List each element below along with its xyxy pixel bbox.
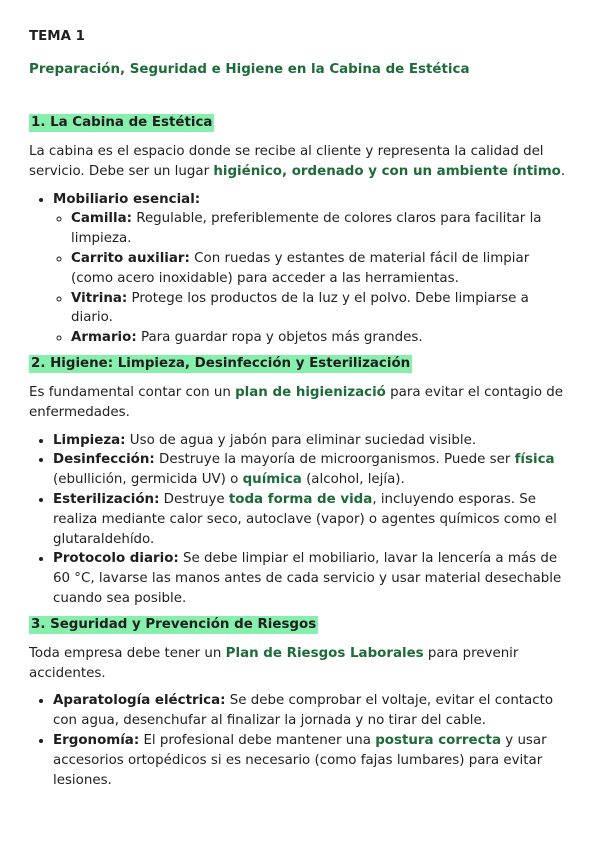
section-1-heading-text: 1. La Cabina de Estética bbox=[31, 115, 213, 130]
section-2-intro-text-b: para evitar el contagio de enfermedades. bbox=[29, 384, 564, 420]
section-3-list bbox=[29, 691, 570, 790]
desinfeccion-text-b: (ebullición, germicida UV) o bbox=[53, 472, 243, 488]
esterilizacion-label: Esterilización: bbox=[53, 491, 160, 507]
aparatologia-text: Se debe comprobar el voltaje, evitar el contacto con agua, desenchufar al finalizar la jornada y no tirar del cable. bbox=[53, 693, 554, 729]
section-3-heading-text: 3. Seguridad y Prevención de Riesgos bbox=[31, 616, 317, 632]
section-2-heading bbox=[29, 354, 570, 374]
carrito-label: Carrito auxiliar: bbox=[71, 250, 190, 266]
desinfeccion-text-a: Destruye la mayoría de microorganismos. Puede ser bbox=[154, 452, 515, 468]
protocolo-label: Protocolo diario: bbox=[53, 551, 179, 567]
desinfeccion-label: Desinfección: bbox=[53, 452, 155, 468]
protocolo-text: Se debe limpiar el mobiliario, lavar la lencería a más de 60 °C, lavarse las manos antes de cada servicio y usar material desechable cuando sea posible. bbox=[53, 551, 562, 606]
desinfeccion-text-c: (alcohol, lejía). bbox=[301, 472, 405, 488]
camilla-text: Regulable, preferiblemente de colores claros para facilitar la limpieza. bbox=[71, 211, 542, 247]
section-1-intro bbox=[29, 142, 570, 182]
esterilizacion-text-a: Destruye bbox=[159, 491, 229, 507]
list-item-mobiliario bbox=[53, 190, 570, 348]
limpieza-text: Uso de agua y jabón para eliminar suciedad visible. bbox=[125, 432, 477, 448]
ergonomia-text-b: y usar accesorios ortopédicos si es necesario (como fajas lumbares) para evitar lesiones. bbox=[53, 732, 547, 788]
armario-text: Para guardar ropa y objetos más grandes. bbox=[136, 330, 423, 346]
list-item-aparatologia bbox=[53, 691, 570, 731]
section-2-intro-emphasis: plan de higienizació bbox=[235, 384, 386, 400]
document-title: Preparación, Seguridad e Higiene en la Cabina de Estética bbox=[29, 62, 470, 77]
section-2-list bbox=[29, 431, 570, 609]
mobiliario-sublist bbox=[53, 209, 570, 348]
section-1-heading bbox=[29, 113, 570, 133]
list-item-protocolo bbox=[53, 549, 570, 608]
esterilizacion-emphasis: toda forma de vida bbox=[228, 491, 373, 507]
section-3-intro-emphasis: Plan de Riesgos Laborales bbox=[225, 645, 424, 661]
section-1-intro-emphasis: higiénico, ordenado y con un ambiente íntimo bbox=[213, 163, 561, 179]
list-item-limpieza bbox=[53, 431, 570, 451]
list-item-armario bbox=[71, 328, 570, 348]
section-1-intro-text-a: La cabina es el espacio donde se recibe al cliente y representa la calidad del servicio. Debe ser un lugar bbox=[29, 144, 544, 179]
vitrina-label: Vitrina: bbox=[71, 290, 128, 306]
section-3-intro bbox=[29, 644, 570, 684]
section-1-intro-text-b: . bbox=[560, 163, 566, 179]
ergonomia-text-a: El profesional debe mantener una bbox=[139, 732, 376, 748]
section-1-list bbox=[29, 190, 570, 348]
ergonomia-emphasis: postura correcta bbox=[375, 732, 501, 748]
tema-label: TEMA 1 bbox=[29, 29, 85, 44]
section-2-intro bbox=[29, 383, 570, 423]
list-item-carrito bbox=[71, 249, 570, 289]
list-item-esterilizacion bbox=[53, 490, 570, 549]
desinfeccion-fisica: física bbox=[514, 452, 555, 468]
camilla-label: Camilla: bbox=[71, 211, 132, 227]
armario-label: Armario: bbox=[71, 330, 137, 346]
esterilizacion-text-b: , incluyendo esporas. Se realiza mediante calor seco, autoclave (vapor) o agentes químicos como el glutaraldehído. bbox=[53, 491, 557, 547]
carrito-text: Con ruedas y estantes de material fácil de limpiar (como acero inoxidable) para acceder a las herramientas. bbox=[71, 250, 530, 286]
desinfeccion-quimica: química bbox=[242, 472, 302, 488]
list-item-desinfeccion bbox=[53, 450, 570, 490]
list-item-ergonomia bbox=[53, 731, 570, 790]
vitrina-text: Protege los productos de la luz y el polvo. Debe limpiarse a diario. bbox=[71, 290, 529, 326]
ergonomia-label: Ergonomía: bbox=[53, 732, 140, 748]
section-2-heading-text: 2. Higiene: Limpieza, Desinfección y Esterilización bbox=[31, 355, 411, 371]
section-2-intro-text-a: Es fundamental contar con un bbox=[29, 384, 236, 400]
limpieza-label: Limpieza: bbox=[53, 432, 126, 448]
mobiliario-label: Mobiliario esencial: bbox=[53, 191, 201, 207]
list-item-vitrina bbox=[71, 289, 570, 329]
list-item-camilla bbox=[71, 209, 570, 249]
section-3-intro-text-a: Toda empresa debe tener un bbox=[29, 645, 226, 661]
section-3-intro-text-b: para prevenir accidentes. bbox=[29, 645, 519, 681]
aparatologia-label: Aparatología eléctrica: bbox=[53, 693, 226, 709]
section-3-heading bbox=[29, 615, 570, 635]
